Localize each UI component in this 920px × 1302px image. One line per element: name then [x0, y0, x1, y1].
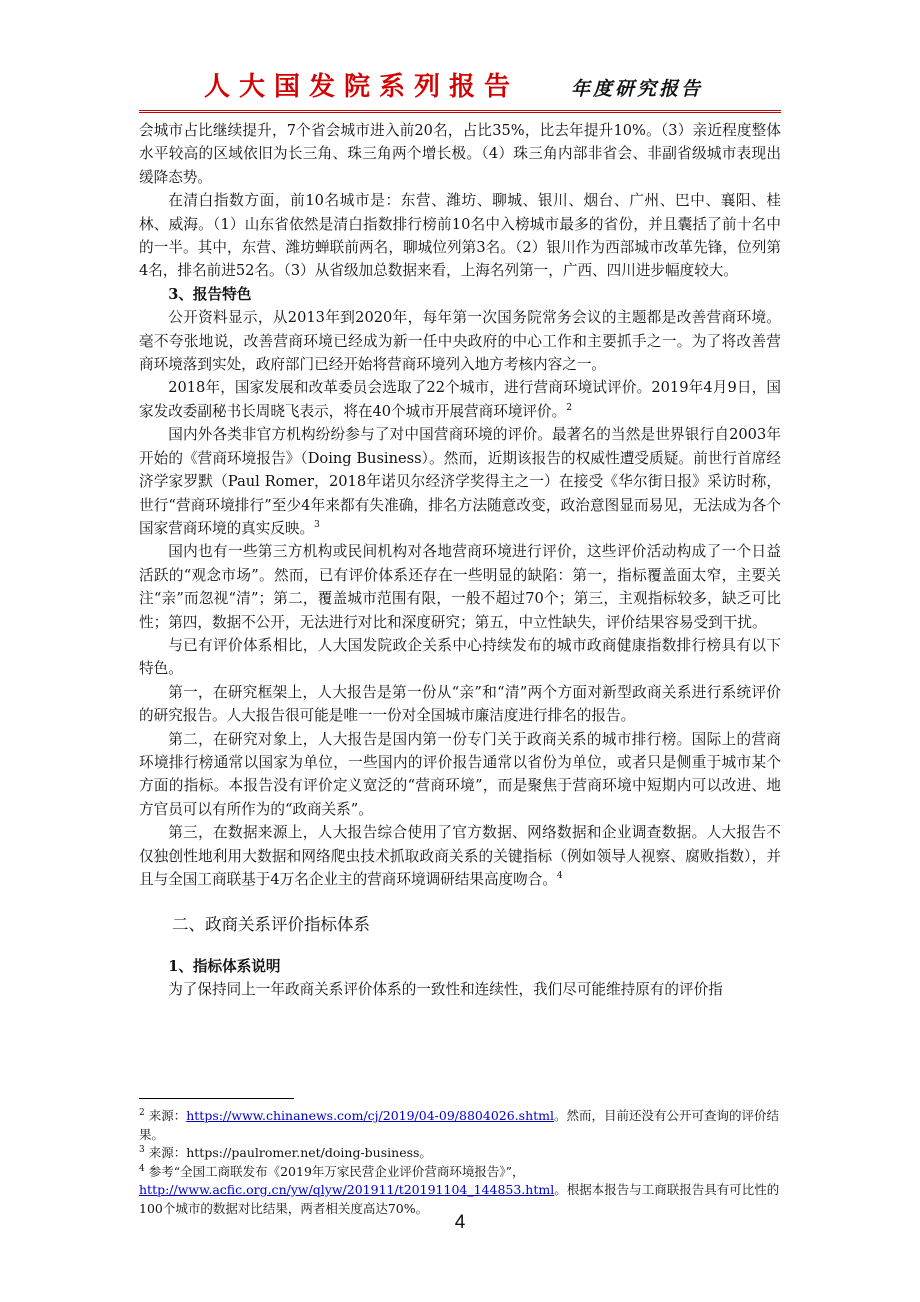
footnote-number: 4: [139, 1163, 145, 1174]
paragraph: [139, 376, 781, 423]
footnote-ref[interactable]: 4: [556, 871, 563, 882]
footnote-divider: [139, 1098, 294, 1099]
footnote-ref[interactable]: 3: [314, 520, 320, 531]
paragraph-text: 第三，在数据来源上，人大报告综合使用了官方数据、网络数据和企业调查数据。人大报告不仅独创性地利用大数据和网络爬虫技术抓取政商关系的关键指标（例如领导人视察、腐败指数），并且与全国工商联基于4万名企业主的营商环境调研结果高度吻合。: [139, 824, 781, 888]
paragraph-text: 国内外各类非官方机构纷纷参与了对中国营商环境的评价。最著名的当然是世界银行自2003年开始的《营商环境报告》（Doing Business）。然而，近期该报告的权威性遭受质疑。前世行首席经济学家罗默（Paul Romer，2018年诺贝尔经济学奖得主之一）在接受《华尔街日报》采访时称，世行“营商环境排行”至少4年来都有失准确，排名方法随意改变，政治意图显而易见，无法成为各个国家营商环境的真实反映。: [139, 426, 781, 537]
paragraph: [139, 423, 781, 540]
footnote-text: 参考“全国工商联发布《2019年万家民营企业评价营商环境报告》”，: [148, 1163, 525, 1179]
paragraph: 会城市占比继续提升，7个省会城市进入前20名，占比35%，比去年提升10%。（3）亲近程度整体水平较高的区域依旧为长三角、珠三角两个增长极。（4）珠三角内部非省会、非副省级城市表现出缓降态势。: [139, 122, 781, 186]
paragraph: 在清白指数方面，前10名城市是：东营、潍坊、聊城、银川、烟台、广州、巴中、襄阳、桂林、威海。（1）山东省依然是清白指数排行榜前10名中入榜城市最多的省份，并且囊括了前十名中的一半。其中，东营、潍坊蝉联前两名，聊城位列第3名。（2）银川作为西部城市改革先锋，位列第4名，排名前进52名。（3）从省级加总数据来看，上海名列第一，广西、四川进步幅度较大。: [139, 192, 781, 280]
footnote-text: 来源：https://paulromer.net/doing-business。: [148, 1145, 432, 1160]
footnotes: [139, 1098, 781, 1218]
paragraph: 第一，在研究框架上，人大报告是第一份从“亲”和“清”两个方面对新型政商关系进行系统评价的研究报告。人大报告很可能是唯一一份对全国城市廉洁度进行排名的报告。: [139, 683, 781, 725]
page-number: 4: [454, 1212, 466, 1233]
chapter-heading: 二、政商关系评价指标体系: [172, 915, 370, 935]
paragraph: 公开资料显示，从2013年到2020年，每年第一次国务院常务会议的主题都是改善营商环境。毫不夸张地说，改善营商环境已经成为新一任中央政府的中心工作和主要抓手之一。为了将改善营商环境落到实处，政府部门已经开始将营商环境列入地方考核内容之一。: [139, 309, 781, 374]
footnote-text: 。然而，目前还没有公开可查询的评价结果。: [139, 1108, 780, 1142]
report-header: [139, 64, 781, 113]
footnote-link[interactable]: https://www.chinanews.com/cj/2019/04-09/8804026.shtml: [186, 1108, 554, 1123]
paragraph: 与已有评价体系相比，人大国发院政企关系中心持续发布的城市政商健康指数排行榜具有以下特色。: [139, 636, 781, 678]
footnote-4: [139, 1163, 781, 1219]
paragraph: 为了保持同上一年政商关系评价体系的一致性和连续性，我们尽可能维持原有的评价指: [168, 981, 723, 999]
report-series-title: 人大国发院系列报告: [204, 72, 520, 102]
paragraph: [139, 821, 781, 891]
paragraph-text: 2018年，国家发展和改革委员会选取了22个城市，进行营商环境试评价。2019年4月9日，国家发改委副秘书长周晓飞表示，将在40个城市开展营商环境评价。: [139, 379, 781, 420]
section-heading-features: 3、报告特色: [168, 285, 252, 303]
footnote-number: 3: [139, 1144, 145, 1155]
main-text: [139, 119, 781, 1002]
section-heading-indicator: 1、指标体系说明: [168, 957, 281, 975]
footnote-text: 来源：: [148, 1108, 187, 1123]
footnote-2: [139, 1107, 781, 1144]
paragraph: 第二，在研究对象上，人大报告是国内第一份专门关于政商关系的城市排行榜。国际上的营商环境排行榜通常以国家为单位，一些国内的评价报告通常以省份为单位，或者只是侧重于城市某个方面的指标。本报告没有评价定义宽泛的“营商环境”，而是聚焦于营商环境中短期内可以改进、地方官员可以有所作为的“政商关系”。: [139, 730, 781, 818]
paragraph: 国内也有一些第三方机构或民间机构对各地营商环境进行评价，这些评价活动构成了一个日益活跃的“观念市场”。然而，已有评价体系还存在一些明显的缺陷：第一，指标覆盖面太窄，主要关注“亲”而忽视“清”；第二，覆盖城市范围有限，一般不超过70个；第三，主观指标较多，缺乏可比性；第四，数据不公开，无法进行对比和深度研究；第五，中立性缺失，评价结果容易受到干扰。: [139, 543, 781, 631]
report-type-label: 年度研究报告: [571, 78, 704, 100]
footnote-number: 2: [139, 1107, 145, 1118]
footnote-text: 。根据本报告与工商联报告具有可比性的100个城市的数据对比结果，两者相关度高达70%。: [139, 1182, 780, 1216]
footnote-ref[interactable]: 2: [566, 403, 572, 414]
footnote-link[interactable]: http://www.acfic.org.cn/yw/qlyw/201911/t20191104_144853.html: [139, 1182, 555, 1197]
footnote-3: [139, 1144, 781, 1163]
